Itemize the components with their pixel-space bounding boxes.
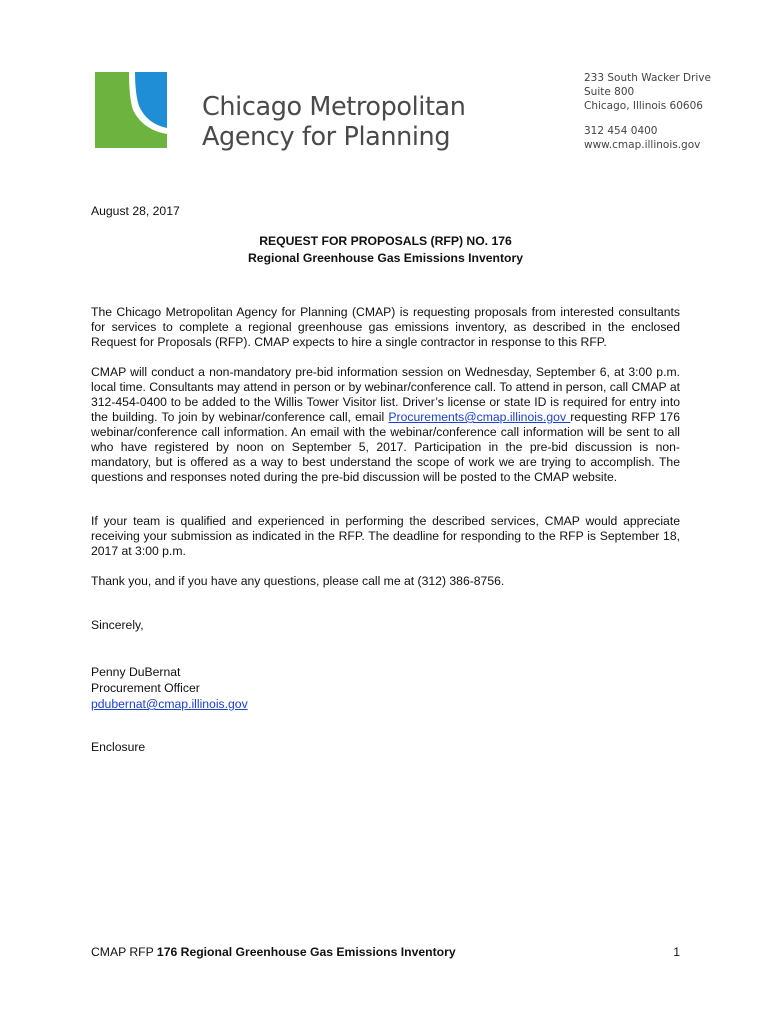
org-name-line1: Chicago Metropolitan bbox=[202, 92, 466, 122]
signature-block bbox=[91, 664, 680, 712]
paragraph-deadline: If your team is qualified and experienced in performing the described services, CMAP would appreciate receiving your submission as indicated in the RFP. The deadline for responding to the RFP is September 18, 2017 at 3:00 p.m. bbox=[91, 514, 680, 558]
org-name bbox=[202, 92, 466, 152]
address-line3: Chicago, Illinois 60606 bbox=[584, 100, 703, 112]
enclosure-note: Enclosure bbox=[91, 740, 146, 754]
contact-block bbox=[584, 71, 711, 152]
prebid-text-before: CMAP will conduct a non-mandatory pre-bid information session on Wednesday, September 6, at 3:00 p.m. local time. Consultants may attend in person or by webinar/conference call. To attend in person, call CMAP at 312-454-0400 to be added to the Willis Tower Visitor list. Driver’s license or state ID is required for entry into the building. To join by webinar/conference call, email bbox=[91, 365, 680, 424]
paragraph-prebid bbox=[91, 365, 680, 485]
closing: Sincerely, bbox=[91, 618, 144, 632]
subject-line1: REQUEST FOR PROPOSALS (RFP) NO. 176 bbox=[259, 234, 512, 248]
paragraph-thanks: Thank you, and if you have any questions, please call me at (312) 386-8756. bbox=[91, 574, 505, 588]
subject-line2: Regional Greenhouse Gas Emissions Inventory bbox=[248, 251, 523, 265]
procurements-email-link[interactable]: Procurements@cmap.illinois.gov bbox=[388, 410, 571, 424]
letter-subject bbox=[91, 233, 680, 267]
cmap-logo bbox=[95, 72, 167, 148]
address-line2: Suite 800 bbox=[584, 86, 635, 98]
website: www.cmap.illinois.gov bbox=[584, 139, 701, 151]
page-number: 1 bbox=[673, 945, 680, 959]
letter-date: August 28, 2017 bbox=[91, 204, 180, 218]
footer-prefix: CMAP RFP bbox=[91, 945, 157, 959]
prebid-text-after: requesting RFP 176 webinar/conference call information. An email with the webinar/conference call information will be sent to all who have registered by noon on September 5, 2017. Participation in the pre-bid discussion is non-mandatory, but is offered as a way to best understand the scope of work we are trying to accomplish. The questions and responses noted during the pre-bid discussion will be posted to the CMAP website. bbox=[91, 410, 680, 484]
signer-email-link[interactable]: pdubernat@cmap.illinois.gov bbox=[91, 697, 248, 711]
phone: 312 454 0400 bbox=[584, 125, 658, 137]
paragraph-intro: The Chicago Metropolitan Agency for Planning (CMAP) is requesting proposals from interested consultants for services to complete a regional greenhouse gas emissions inventory, as described in the enclosed Request for Proposals (RFP). CMAP expects to hire a single contractor in response to this RFP. bbox=[91, 305, 680, 349]
footer-title: 176 Regional Greenhouse Gas Emissions Inventory bbox=[156, 945, 456, 959]
signer-title: Procurement Officer bbox=[91, 681, 200, 695]
signer-name: Penny DuBernat bbox=[91, 665, 181, 679]
address-line1: 233 South Wacker Drive bbox=[584, 72, 711, 84]
org-name-line2: Agency for Planning bbox=[202, 122, 451, 152]
page-footer bbox=[91, 945, 680, 959]
